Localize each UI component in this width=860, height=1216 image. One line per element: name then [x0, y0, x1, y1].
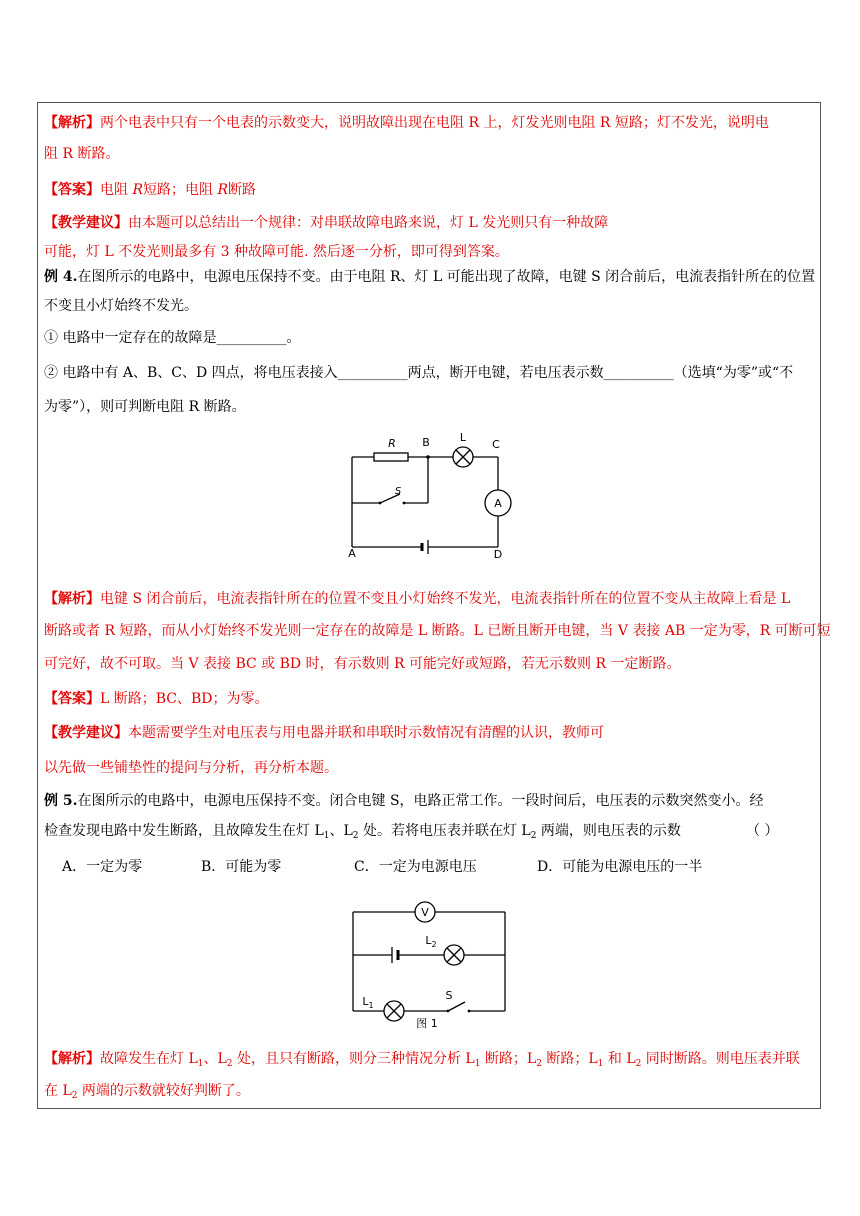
option-d[interactable]: D．可能为电源电压的一半 — [537, 859, 703, 875]
label-s: S — [445, 989, 453, 1002]
circuit-diagram-ex5 — [345, 895, 515, 1030]
analysis-4-line-2: 断路或者 R 短路，而从小灯始终不发光则一定存在的故障是 L 断路。L 已断且断开电键，当 V 表接 AB 一定为零，R 可断可短 — [44, 623, 831, 639]
label-l: L — [459, 431, 467, 444]
analysis-5-line-2: 在 $L_2$ 两端的示数就较好判断了。 — [44, 1083, 250, 1101]
analysis-4-line-3: 可完好，故不可取。当 V 表接 BC 或 BD 时，有示数则 R 可能完好或短路，若无示数则 R 一定断路。 — [44, 656, 681, 672]
label-l1: $L_1$ — [362, 995, 374, 1010]
analysis-1-line-1: 【解析】两个电表中只有一个电表的示数变大，说明故障出现在电阻 R 上，灯发光则电阻 R 短路；灯不发光，说明电 — [44, 115, 769, 131]
option-c[interactable]: C．一定为电源电压 — [354, 859, 477, 875]
analysis-1-line-2: 阻 R 断路。 — [44, 146, 120, 162]
answer-1: 【答案】电阻 R短路；电阻 R断路 — [44, 182, 256, 198]
label-r: R — [388, 437, 396, 450]
answer-4: 【答案】L 断路；BC、BD；为零。 — [44, 691, 269, 707]
label-b: B — [422, 436, 430, 449]
ammeter-label: A — [494, 497, 502, 510]
example-5-line-2: 检查发现电路中发生断路，且故障发生在灯 $L_1$、$L_2$ 处。若将电压表并联在灯 $L_2$ 两端，则电压表的示数 （ ） — [44, 823, 779, 841]
label-c: C — [492, 438, 500, 451]
example-4-line-1: 例 4.在图所示的电路中，电源电压保持不变。由于电阻 R、灯 L 可能出现了故障，电键 S 闭合前后，电流表指针所在的位置 — [44, 269, 816, 285]
advice-1-line-1: 【教学建议】由本题可以总结出一个规律：对串联故障电路来说，灯 L 发光则只有一种故障 — [44, 215, 609, 231]
analysis-5-line-1: 【解析】故障发生在灯 $L_1$、$L_2$ 处，且只有断路，则分三种情况分析 $L_1$ 断路；$L_2$ 断路；$L_1$ 和 $L_2$ 同时断路。则电压表并联 — [44, 1051, 800, 1069]
example-4-question-2: ② 电路中有 A、B、C、D 四点，将电压表接入__________两点，断开电键，若电压表示数__________（选填“为零”或“不 — [44, 365, 794, 381]
option-b[interactable]: B．可能为零 — [201, 859, 282, 875]
advice-4-line-2: 以先做一些铺垫性的提问与分析，再分析本题。 — [44, 760, 338, 776]
circuit-diagram-ex4 — [340, 430, 520, 560]
option-a[interactable]: A．一定为零 — [62, 859, 143, 875]
label-d: D — [493, 548, 503, 560]
label-s: S — [394, 486, 402, 497]
example-4-question-2-cont: 为零”），则可判断电阻 R 断路。 — [44, 399, 246, 415]
voltmeter-label: V — [421, 906, 429, 919]
example-4-question-1: ① 电路中一定存在的故障是__________。 — [44, 330, 301, 346]
example-4-line-2: 不变且小灯始终不发光。 — [44, 298, 198, 314]
answer-bracket: （ ） — [746, 823, 779, 839]
advice-4-line-1: 【教学建议】本题需要学生对电压表与用电器并联和串联时示数情况有清醒的认识，教师可 — [44, 725, 604, 741]
figure-caption: 图 1 — [416, 1017, 438, 1030]
example-5-line-1: 例 5.在图所示的电路中，电源电压保持不变。闭合电键 S，电路正常工作。一段时间后，电压表的示数突然变小。经 — [44, 793, 764, 809]
advice-1-line-2: 可能，灯 L 不发光则最多有 3 种故障可能. 然后逐一分析，即可得到答案。 — [44, 244, 509, 260]
analysis-4-line-1: 【解析】电键 S 闭合前后，电流表指针所在的位置不变且小灯始终不发光，电流表指针所在的位置不变从主故障上看是 L — [44, 591, 791, 607]
label-l2: $L_2$ — [425, 934, 437, 949]
label-a: A — [348, 547, 356, 560]
